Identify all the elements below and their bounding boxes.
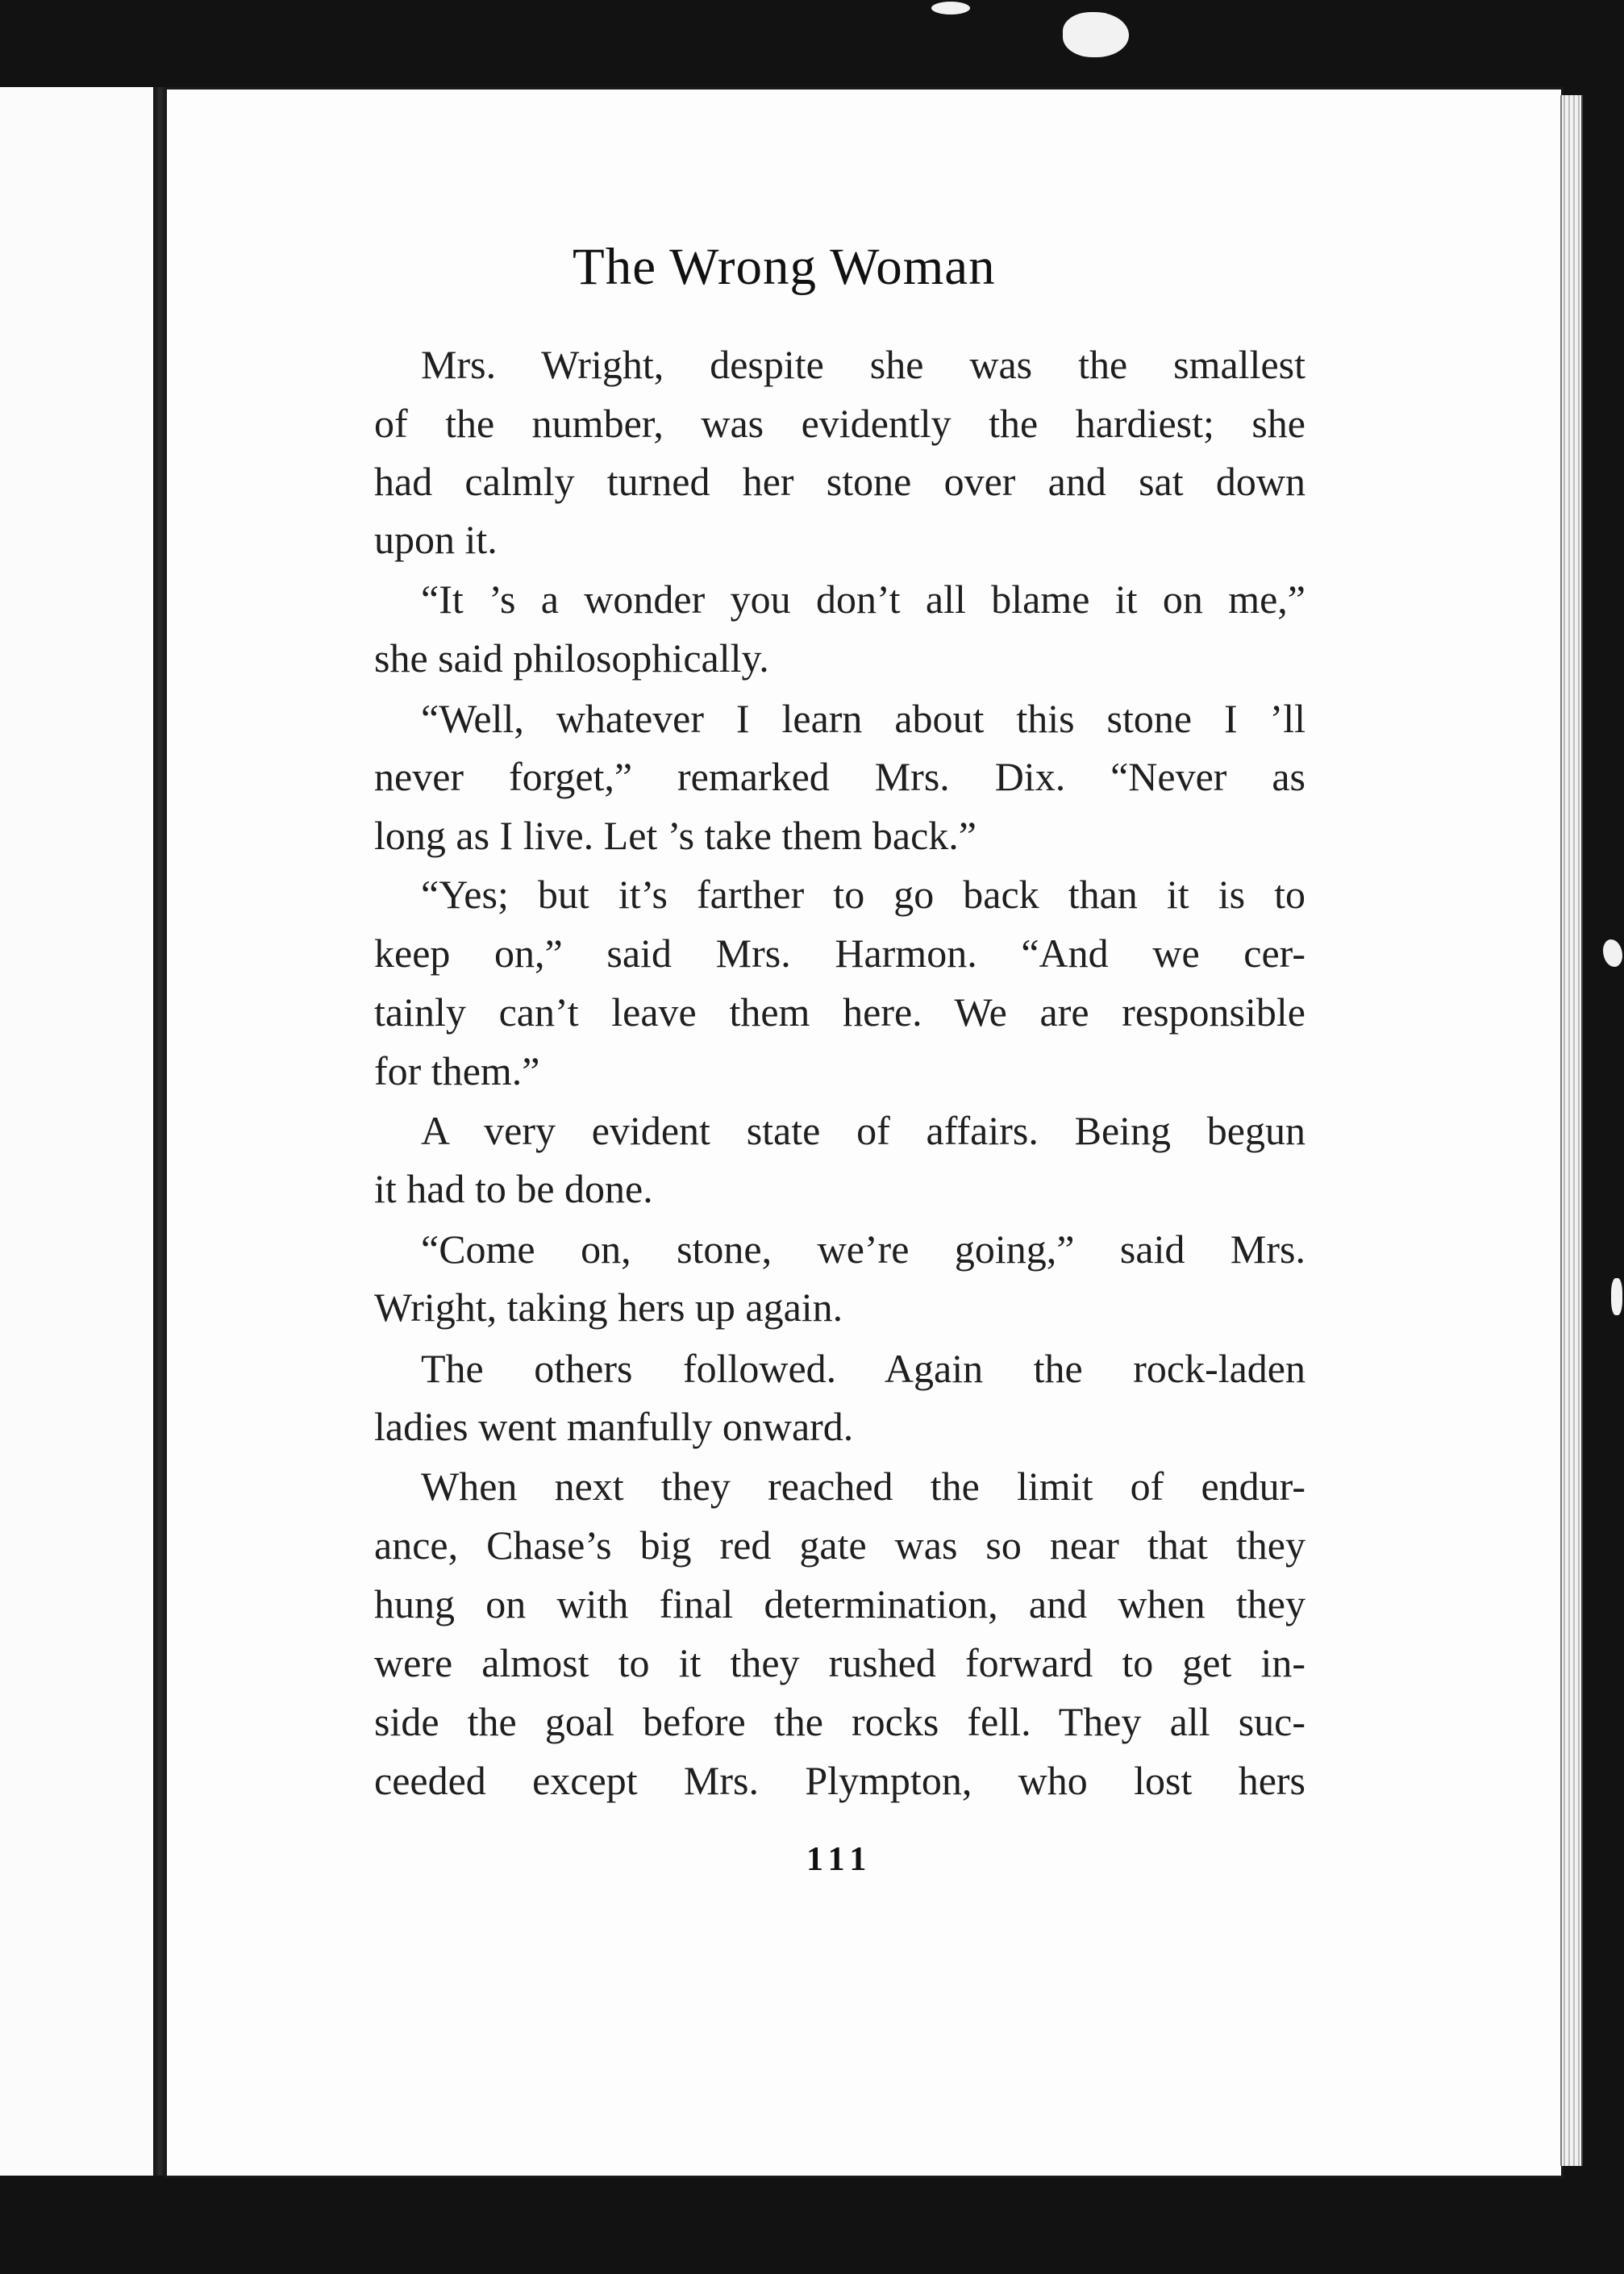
text-line: “It ’s a wonder you don’t all blame it on me,” [421, 577, 1305, 622]
page-number: 111 [806, 1841, 873, 1878]
text-line: hung on with final determination, and when they [374, 1581, 1305, 1626]
text-line: had calmly turned her stone over and sat down [374, 459, 1305, 504]
scan-speck [1611, 1278, 1622, 1315]
text-line: never forget,” remarked Mrs. Dix. “Never as [374, 754, 1305, 799]
scan-speck [1063, 12, 1129, 57]
text-line: Wright, taking hers up again. [374, 1285, 843, 1330]
text-line: she said philosophically. [374, 635, 769, 681]
text-line: long as I live. Let ’s take them back.” [374, 813, 976, 858]
text-line: When next they reached the limit of endur- [421, 1464, 1305, 1509]
text-line: keep on,” said Mrs. Harmon. “And we cer- [374, 931, 1305, 976]
text-line: ladies went manfully onward. [374, 1404, 854, 1449]
text-line: it had to be done. [374, 1166, 653, 1211]
text-line: The others followed. Again the rock-laden [421, 1346, 1305, 1391]
running-head: The Wrong Woman [573, 238, 996, 296]
page-stack-edge [1560, 95, 1583, 2166]
text-line: side the goal before the rocks fell. They all suc- [374, 1699, 1305, 1744]
scan-speck [931, 2, 970, 15]
text-line: “Come on, stone, we’re going,” said Mrs. [421, 1227, 1305, 1272]
text-line: Mrs. Wright, despite she was the smallest [421, 342, 1305, 387]
text-line: A very evident state of affairs. Being begun [421, 1108, 1305, 1153]
text-line: tainly can’t leave them here. We are responsible [374, 989, 1305, 1035]
text-line: for them.” [374, 1048, 540, 1093]
text-line: ceeded except Mrs. Plympton, who lost hers [374, 1758, 1305, 1803]
left-page-edge [0, 87, 158, 2176]
text-line: of the number, was evidently the hardiest; she [374, 401, 1305, 446]
text-line: upon it. [374, 517, 498, 562]
text-line: “Yes; but it’s farther to go back than it is to [421, 872, 1305, 917]
text-line: ance, Chase’s big red gate was so near that they [374, 1522, 1305, 1568]
text-line: “Well, whatever I learn about this stone I ’ll [421, 696, 1305, 741]
text-line: were almost to it they rushed forward to get in- [374, 1640, 1305, 1685]
